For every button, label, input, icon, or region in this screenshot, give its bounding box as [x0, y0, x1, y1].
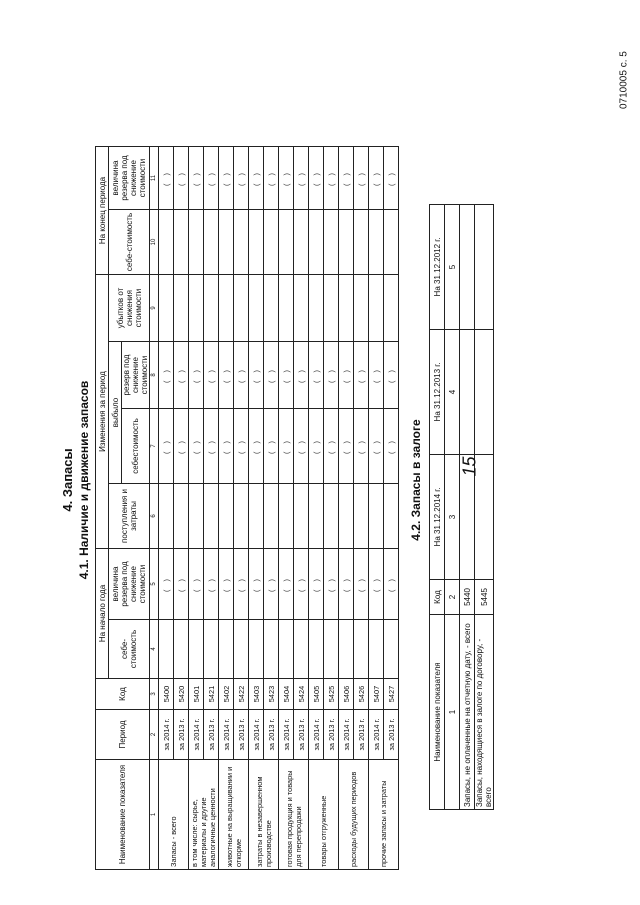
value-cell: ( )	[339, 549, 354, 620]
value-cell: ( )	[219, 147, 234, 210]
value-cell	[324, 210, 339, 275]
value-cell	[309, 620, 324, 679]
receipts-header: поступления и затраты	[109, 484, 150, 549]
column-number: 4	[445, 330, 460, 455]
value-cell: ( )	[249, 147, 264, 210]
t2-name-header: Наименование показателя	[430, 615, 445, 810]
column-number: 3	[150, 679, 159, 710]
value-cell	[264, 210, 279, 275]
value-cell: ( )	[354, 409, 369, 484]
value-cell: ( )	[354, 147, 369, 210]
start-reserve-header: величина резерва под снижение стоимости	[109, 549, 150, 620]
value-cell	[354, 210, 369, 275]
value-cell	[324, 275, 339, 342]
value-cell: ( )	[294, 147, 309, 210]
value-cell: ( )	[159, 409, 174, 484]
value-cell	[294, 210, 309, 275]
value-cell: ( )	[159, 549, 174, 620]
value-cell: ( )	[279, 409, 294, 484]
value-cell: ( )	[369, 549, 384, 620]
period-cell: за 2014 г.	[279, 710, 294, 760]
value-cell	[339, 275, 354, 342]
value-cell	[159, 210, 174, 275]
column-number: 8	[150, 342, 159, 409]
value-cell: ( )	[264, 549, 279, 620]
value-cell	[189, 275, 204, 342]
column-number: 2	[445, 580, 460, 615]
table-row	[249, 147, 264, 870]
period-cell: за 2013 г.	[264, 710, 279, 760]
column-number: 4	[150, 620, 159, 679]
value-cell	[460, 330, 475, 455]
value-cell	[354, 484, 369, 549]
indicator-name: затраты в незавершенном производстве	[249, 760, 279, 870]
value-cell	[339, 620, 354, 679]
col-period-header: Период	[96, 710, 150, 760]
period-cell: за 2014 г.	[249, 710, 264, 760]
value-cell: ( )	[339, 409, 354, 484]
period-cell: за 2014 г.	[309, 710, 324, 760]
value-cell	[279, 620, 294, 679]
start-group-header: На начало года	[96, 549, 109, 679]
value-cell: ( )	[309, 409, 324, 484]
value-cell	[189, 484, 204, 549]
value-cell: ( )	[159, 342, 174, 409]
value-cell: ( )	[159, 147, 174, 210]
value-cell	[369, 620, 384, 679]
value-cell	[279, 275, 294, 342]
period-cell: за 2013 г.	[324, 710, 339, 760]
value-cell: ( )	[339, 147, 354, 210]
value-cell	[234, 275, 249, 342]
value-cell	[174, 210, 189, 275]
value-cell: ( )	[204, 342, 219, 409]
value-cell: ( )	[369, 342, 384, 409]
code-cell: 5425	[324, 679, 339, 710]
value-cell	[234, 620, 249, 679]
value-cell	[354, 620, 369, 679]
value-cell	[384, 275, 399, 342]
value-cell: ( )	[279, 342, 294, 409]
value-cell: ( )	[324, 409, 339, 484]
value-cell: ( )	[384, 147, 399, 210]
value-cell	[475, 205, 494, 330]
value-cell: ( )	[234, 147, 249, 210]
value-cell: ( )	[249, 409, 264, 484]
value-cell	[234, 484, 249, 549]
code-cell: 5403	[249, 679, 264, 710]
table-row	[475, 205, 494, 810]
value-cell	[204, 275, 219, 342]
start-cost-header: себе-стоимость	[109, 620, 150, 679]
value-cell: ( )	[174, 147, 189, 210]
code-cell: 5405	[309, 679, 324, 710]
value-cell	[249, 275, 264, 342]
table-row	[369, 147, 384, 870]
value-cell: ( )	[294, 342, 309, 409]
value-cell	[324, 484, 339, 549]
code-cell: 5424	[294, 679, 309, 710]
value-cell	[249, 484, 264, 549]
column-number: 9	[150, 275, 159, 342]
value-cell: ( )	[234, 342, 249, 409]
code-cell: 5421	[204, 679, 219, 710]
period-cell: за 2014 г.	[339, 710, 354, 760]
end-reserve-header: величина резерва под снижение стоимости	[109, 147, 150, 210]
value-cell: ( )	[204, 147, 219, 210]
period-cell: за 2014 г.	[219, 710, 234, 760]
value-cell: ( )	[309, 147, 324, 210]
column-number: 2	[150, 710, 159, 760]
column-number: 1	[150, 760, 159, 870]
code-cell: 5426	[354, 679, 369, 710]
value-cell	[369, 484, 384, 549]
col-code-header: Код	[96, 679, 150, 710]
table-row	[339, 147, 354, 870]
column-number: 5	[150, 549, 159, 620]
value-cell: ( )	[294, 549, 309, 620]
value-cell	[294, 275, 309, 342]
value-cell: ( )	[219, 409, 234, 484]
value-cell: ( )	[219, 342, 234, 409]
value-cell: ( )	[264, 409, 279, 484]
table-row	[460, 205, 475, 810]
end-group-header: На конец периода	[96, 147, 109, 275]
table1-title: 4.1. Наличие и движение запасов	[77, 380, 91, 580]
code-cell: 5404	[279, 679, 294, 710]
value-cell: ( )	[369, 147, 384, 210]
indicator-name: расходы будущих периодов	[339, 760, 369, 870]
t2-date3-header: На 31.12.2012 г.	[430, 205, 445, 330]
pledged-inventory-table	[429, 204, 494, 810]
value-cell: ( )	[264, 147, 279, 210]
table-row	[159, 147, 174, 870]
code-cell: 5422	[234, 679, 249, 710]
value-cell	[219, 275, 234, 342]
value-cell: ( )	[354, 549, 369, 620]
value-cell	[475, 330, 494, 455]
code-cell: 5406	[339, 679, 354, 710]
value-cell: ( )	[339, 342, 354, 409]
period-cell: за 2013 г.	[204, 710, 219, 760]
value-cell: ( )	[249, 549, 264, 620]
t2-code-header: Код	[430, 580, 445, 615]
value-cell: ( )	[174, 549, 189, 620]
value-cell	[249, 620, 264, 679]
value-cell: ( )	[189, 342, 204, 409]
value-cell: ( )	[189, 409, 204, 484]
indicator-name: животные на выращивании и откорме	[219, 760, 249, 870]
col-name-header: Наименование показателя	[96, 760, 150, 870]
rotated-page-content	[60, 90, 580, 870]
section-title: 4. Запасы	[60, 448, 75, 512]
value-cell: ( )	[189, 147, 204, 210]
column-number: 1	[445, 615, 460, 810]
value-cell: ( )	[324, 549, 339, 620]
value-cell: ( )	[309, 342, 324, 409]
code-cell: 5407	[369, 679, 384, 710]
value-cell	[204, 484, 219, 549]
value-cell: ( )	[384, 342, 399, 409]
form-code: 0710005 с. 5	[618, 51, 630, 109]
value-cell: ( )	[279, 147, 294, 210]
period-cell: за 2014 г.	[159, 710, 174, 760]
column-number: 6	[150, 484, 159, 549]
t2-date2-header: На 31.12.2013 г.	[430, 330, 445, 455]
value-cell: ( )	[189, 549, 204, 620]
value-cell	[189, 620, 204, 679]
code-cell: 5445	[475, 580, 494, 615]
value-cell	[189, 210, 204, 275]
value-cell	[460, 205, 475, 330]
value-cell	[354, 275, 369, 342]
value-cell	[204, 620, 219, 679]
value-cell	[369, 210, 384, 275]
table-row	[189, 147, 204, 870]
value-cell	[249, 210, 264, 275]
value-cell	[279, 210, 294, 275]
inventory-movement-table	[95, 146, 399, 870]
value-cell: ( )	[324, 342, 339, 409]
value-cell	[279, 484, 294, 549]
value-cell	[174, 484, 189, 549]
value-cell: ( )	[174, 409, 189, 484]
value-cell	[369, 275, 384, 342]
code-cell: 5427	[384, 679, 399, 710]
retired-group-header: выбыло	[109, 342, 122, 484]
period-cell: за 2014 г.	[189, 710, 204, 760]
end-cost-header: себе-стоимость	[109, 210, 150, 275]
value-cell	[294, 620, 309, 679]
period-cell: за 2014 г.	[369, 710, 384, 760]
value-cell	[174, 620, 189, 679]
value-cell	[384, 484, 399, 549]
value-cell	[309, 484, 324, 549]
value-cell: ( )	[294, 409, 309, 484]
table-row	[219, 147, 234, 870]
value-cell	[384, 620, 399, 679]
value-cell	[324, 620, 339, 679]
value-cell: ( )	[324, 147, 339, 210]
value-cell	[159, 620, 174, 679]
column-number: 7	[150, 409, 159, 484]
value-cell	[174, 275, 189, 342]
value-cell: ( )	[219, 549, 234, 620]
code-cell: 5423	[264, 679, 279, 710]
indicator-name: в том числе: сырье, материалы и другие аналогичные ценности	[189, 760, 219, 870]
period-cell: за 2013 г.	[234, 710, 249, 760]
value-cell	[219, 210, 234, 275]
value-cell: ( )	[384, 549, 399, 620]
code-cell: 5401	[189, 679, 204, 710]
period-cell: за 2013 г.	[354, 710, 369, 760]
value-cell	[234, 210, 249, 275]
value-cell	[339, 484, 354, 549]
value-cell	[264, 484, 279, 549]
handwritten-page-number: 15	[459, 456, 480, 477]
indicator-name: товары отгруженные	[309, 760, 339, 870]
value-cell: ( )	[249, 342, 264, 409]
table-row	[279, 147, 294, 870]
value-cell	[159, 275, 174, 342]
value-cell: ( )	[279, 549, 294, 620]
column-number: 3	[445, 455, 460, 580]
value-cell	[264, 620, 279, 679]
column-number: 5	[445, 205, 460, 330]
value-cell: ( )	[174, 342, 189, 409]
value-cell	[219, 620, 234, 679]
value-cell: ( )	[234, 549, 249, 620]
indicator-name: Запасы, находящиеся в залоге по договору, - всего	[475, 615, 494, 810]
value-cell	[294, 484, 309, 549]
column-number: 10	[150, 210, 159, 275]
retired-reserve-header: резерв под снижение стоимости	[122, 342, 150, 409]
table-row	[309, 147, 324, 870]
value-cell: ( )	[264, 342, 279, 409]
changes-group-header: Изменения за период	[96, 275, 109, 549]
period-cell: за 2013 г.	[294, 710, 309, 760]
retired-cost-header: себестоимость	[122, 409, 150, 484]
indicator-name: готовая продукция и товары для перепродажи	[279, 760, 309, 870]
value-cell: ( )	[384, 409, 399, 484]
value-cell	[264, 275, 279, 342]
column-number: 11	[150, 147, 159, 210]
table2-title: 4.2. Запасы в залоге	[409, 419, 423, 541]
code-cell: 5402	[219, 679, 234, 710]
value-cell	[339, 210, 354, 275]
code-cell: 5420	[174, 679, 189, 710]
value-cell: ( )	[369, 409, 384, 484]
value-cell: ( )	[204, 409, 219, 484]
indicator-name: Запасы - всего	[159, 760, 189, 870]
code-cell: 5440	[460, 580, 475, 615]
value-cell: ( )	[309, 549, 324, 620]
value-cell: ( )	[234, 409, 249, 484]
value-cell	[309, 210, 324, 275]
period-cell: за 2013 г.	[174, 710, 189, 760]
period-cell: за 2013 г.	[384, 710, 399, 760]
value-cell: ( )	[354, 342, 369, 409]
value-cell	[204, 210, 219, 275]
indicator-name: прочие запасы и затраты	[369, 760, 399, 870]
value-cell	[384, 210, 399, 275]
code-cell: 5400	[159, 679, 174, 710]
indicator-name: Запасы, не оплаченные на отчетную дату, - всего	[460, 615, 475, 810]
value-cell	[159, 484, 174, 549]
value-cell	[309, 275, 324, 342]
value-cell	[219, 484, 234, 549]
value-cell: ( )	[204, 549, 219, 620]
t2-date1-header: На 31.12.2014 г.	[430, 455, 445, 580]
losses-header: убытков от снижения стоимости	[109, 275, 150, 342]
